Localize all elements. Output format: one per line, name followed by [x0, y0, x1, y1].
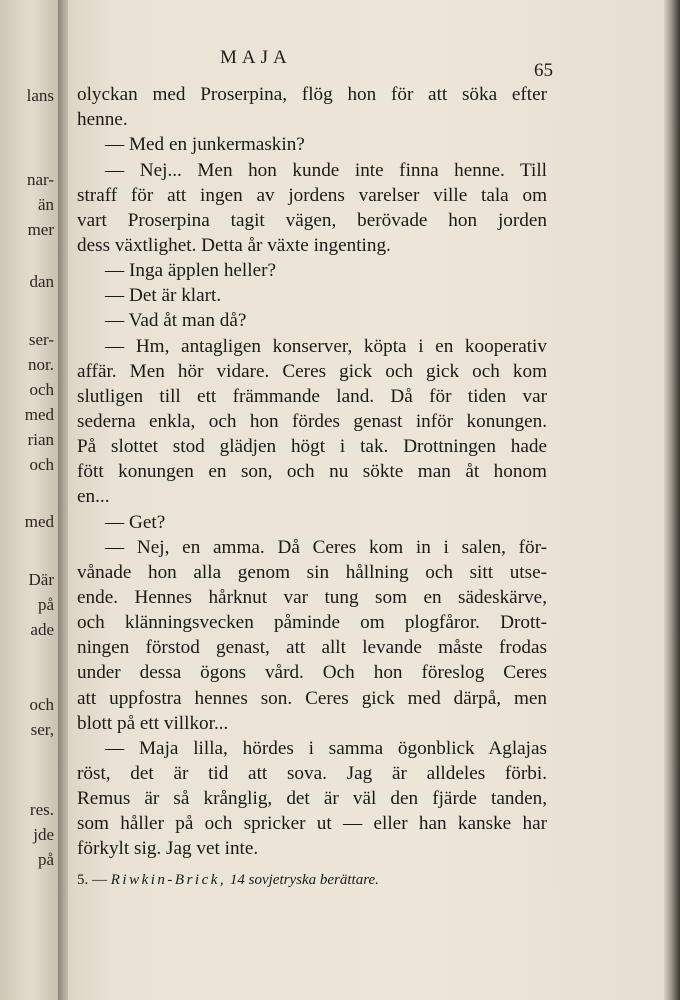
- footnote: [77, 872, 379, 889]
- left-page-fragment: nar-: [26, 170, 54, 189]
- left-page-fragment: och: [29, 380, 54, 399]
- text-line: ningen förstod genast, att allt levande måste frodas: [77, 637, 547, 658]
- text-line: under dessa ögons vård. Och hon föreslog Ceres: [77, 662, 547, 683]
- left-page-fragment: än: [37, 195, 54, 214]
- text-line: slutligen till ett främmande land. Då för tiden var: [77, 386, 547, 407]
- text-line: — Maja lilla, hördes i samma ögonblick Aglajas: [105, 738, 547, 759]
- page-edge: [664, 0, 680, 1000]
- left-page-fragment: lans: [26, 86, 54, 105]
- left-page-fragment: jde: [33, 825, 54, 844]
- text-line: — Inga äpplen heller?: [105, 260, 277, 281]
- left-page-fragment: res.: [29, 800, 54, 819]
- left-page-fragment: ser,: [30, 720, 54, 739]
- text-line: förkylt sig. Jag vet inte.: [77, 838, 259, 859]
- text-line: sederna enkla, och hon fördes genast inför konungen.: [77, 411, 547, 432]
- text-line: — Nej, en amma. Då Ceres kom in i salen, för-: [105, 537, 547, 558]
- left-page-fragment: Där: [28, 570, 54, 589]
- footnote-authors: Riwkin-Brick,: [110, 872, 227, 888]
- footnote-number: 5. —: [77, 872, 107, 888]
- text-line: På slottet stod glädjen högt i tak. Drottningen hade: [77, 436, 547, 457]
- text-line: vånade hon alla genom sin hållning och sitt utse-: [77, 562, 547, 583]
- text-line: vart Proserpina tagit vägen, berövade hon jorden: [77, 210, 547, 231]
- text-line: röst, det är tid att sova. Jag är alldeles förbi.: [77, 763, 547, 784]
- text-line: ende. Hennes hårknut var tung som en sädeskärve,: [77, 587, 547, 608]
- left-page-fragment: och: [29, 455, 54, 474]
- left-page-fragment: nor.: [28, 355, 54, 374]
- left-page-edge: [0, 0, 58, 1000]
- book-gutter: [58, 0, 68, 1000]
- text-line: olyckan med Proserpina, flög hon för att söka efter: [77, 84, 547, 105]
- text-line: dess växtlighet. Detta år växte ingenting.: [77, 235, 391, 256]
- text-line: och klänningsvecken påminde om plogfåror. Drott-: [77, 612, 547, 633]
- running-title: MAJA: [220, 47, 292, 68]
- text-line: straff för att ingen av jordens varelser ville tala om: [77, 185, 547, 206]
- text-line: — Hm, antagligen konserver, köpta i en kooperativ: [105, 336, 547, 357]
- text-line: — Vad åt man då?: [105, 310, 247, 331]
- text-line: en...: [77, 486, 110, 507]
- text-line: att uppfostra hennes son. Ceres gick med därpå, men: [77, 688, 547, 709]
- left-page-fragment: på: [37, 595, 54, 614]
- left-page-fragment: ade: [30, 620, 54, 639]
- page-number: 65: [534, 60, 553, 81]
- text-line: Remus är så krånglig, det är väl den fjärde tanden,: [77, 788, 547, 809]
- text-line: affär. Men hör vidare. Ceres gick och gick och kom: [77, 361, 547, 382]
- left-page-fragment: rian: [27, 430, 54, 449]
- text-line: — Det är klart.: [105, 285, 222, 306]
- text-line: — Nej... Men hon kunde inte finna henne. Till: [105, 160, 547, 181]
- left-page-fragment: mer: [27, 220, 54, 239]
- text-line: — Get?: [105, 512, 166, 533]
- left-page-fragment: och: [29, 695, 54, 714]
- left-page-fragment: med: [24, 405, 54, 424]
- text-line: fött konungen en son, och nu sökte man åt honom: [77, 461, 547, 482]
- text-line: som håller på och spricker ut — eller han kanske har: [77, 813, 547, 834]
- left-page-fragment: dan: [29, 272, 54, 291]
- left-page-fragment: på: [37, 850, 54, 869]
- text-line: henne.: [77, 109, 128, 130]
- text-line: blott på ett villkor...: [77, 713, 229, 734]
- left-page-fragment: ser-: [28, 330, 54, 349]
- left-page-fragment: med: [24, 512, 54, 531]
- text-line: — Med en junkermaskin?: [105, 134, 305, 155]
- footnote-title: 14 sovjetryska berättare.: [229, 872, 379, 888]
